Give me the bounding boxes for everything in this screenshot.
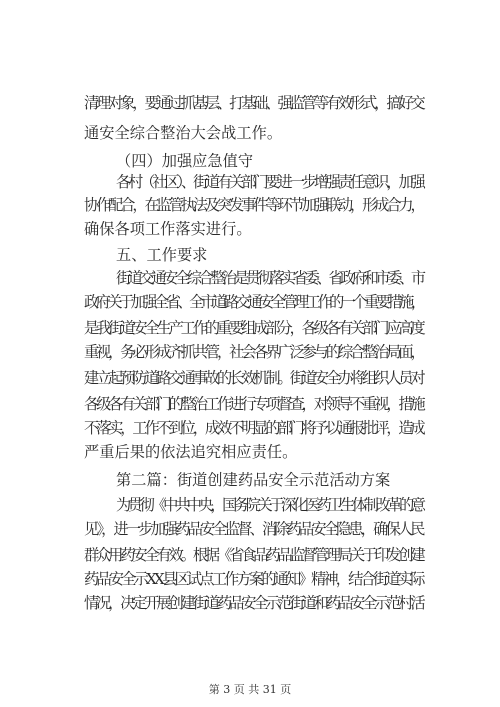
text-line-4: 各村（社区）、街道有关部门要进一步增强责任意识，加强: [116, 173, 423, 191]
part-two-heading: 第二篇：街道创建药品安全示范活动方案: [116, 471, 391, 489]
text-line-12: 建立起预防道路交通事故的长效机制。街道安全办将组织人员对: [84, 369, 423, 387]
text-line-19: 群众用药安全有效。根据《省食品药品监督管理局关于印发创建: [84, 546, 423, 564]
text-line-18: 见》，进一步加强药品安全监督、消除药品安全隐患，确保人民: [84, 520, 423, 538]
text-line-13: 各级各有关部门的整治工作进行专项督查，对领导不重视，措施: [84, 395, 423, 413]
text-line-5: 协作配合，在监管执法及突发事件等环节加强联动，形成合力，: [84, 196, 423, 214]
text-line-20: 药品安全示XX县区试点工作方案的通知》精神，结合街道实际: [84, 570, 423, 588]
section-heading-five: 五、工作要求: [116, 246, 208, 264]
text-line-1: 清理对象，要通过抓基层、打基础、强监管等有效形式，搞好交: [84, 94, 423, 112]
page-number-footer: 第 3 页 共 31 页: [208, 683, 292, 696]
text-line-17: 为贯彻《中共中央，国务院关于深化医药卫生体制改革的意: [116, 496, 423, 514]
text-line-11: 重视，务必形成齐抓共管，社会各界广泛参与的综合整治局面，: [84, 343, 423, 361]
text-line-15: 严重后果的依法追究相应责任。: [84, 443, 298, 461]
text-line-10: 是我街道安全生产工作的重要组成部分，各级各有关部门应高度: [84, 319, 423, 337]
text-line-2: 通安全综合整治大会战工作。: [84, 124, 283, 142]
text-line-9: 政府关于加强全省、全市道路交通安全管理工作的一个重要措施，: [84, 293, 423, 311]
section-heading-4: （四）加强应急值守: [116, 152, 254, 170]
text-line-6: 确保各项工作落实进行。: [84, 220, 252, 238]
text-line-14: 不落实，工作不到位，成效不明显的部门将予以通报批评，造成: [84, 419, 423, 437]
text-line-21: 情况，决定开展创建街道药品安全示范街道和药品安全示范村活: [84, 594, 423, 612]
text-line-8: 街道交通安全综合整治是贯彻落实省委、省政府和市委、市: [116, 269, 423, 287]
